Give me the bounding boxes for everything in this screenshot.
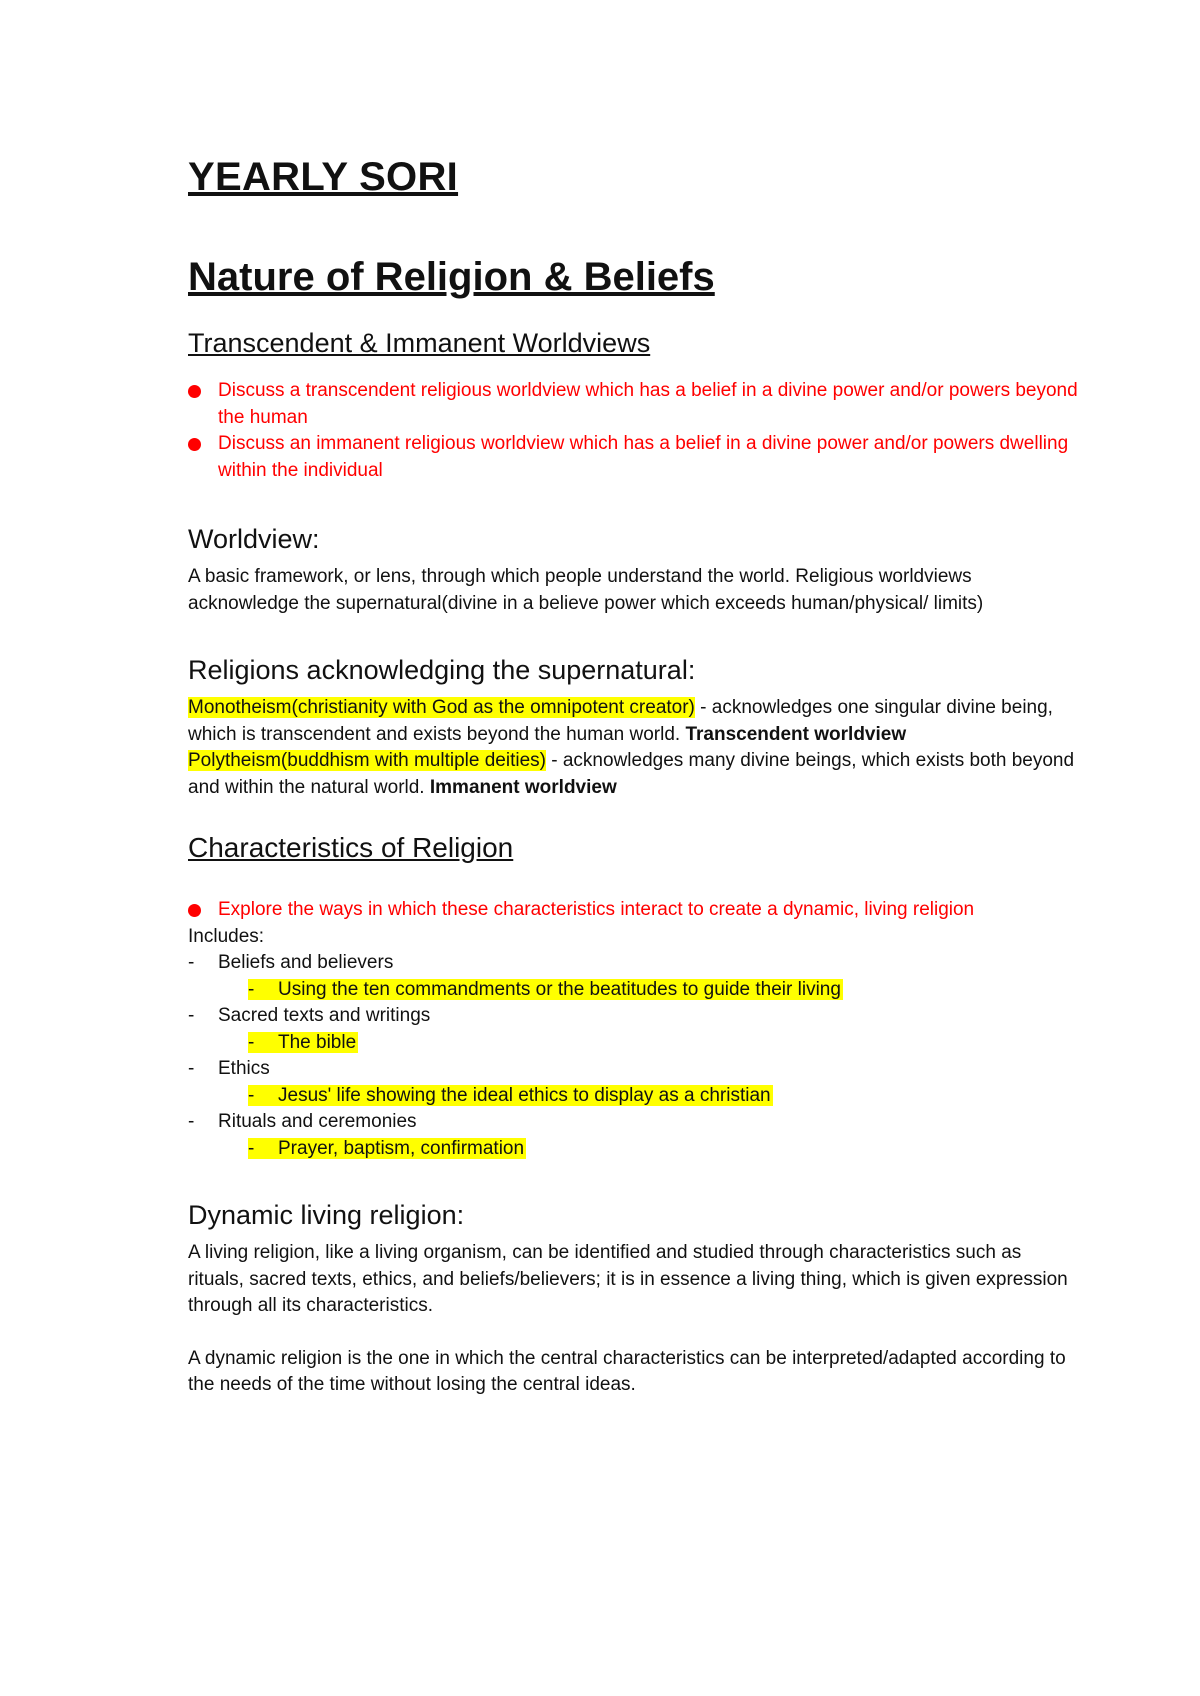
list-item [188,950,1078,977]
objective-item [188,378,1078,431]
dash-bullet: - [188,952,195,973]
characteristics-list [188,950,1078,1162]
monotheism-paragraph [188,695,1078,748]
objective-text: Discuss a transcendent religious worldview which has a belief in a divine power and/or powers beyond the human [218,380,1078,428]
objective-item [188,431,1078,484]
dynamic-paragraph-2: A dynamic religion is the one in which the central characteristics can be interpreted/adapted according to the needs of the time without losing the central ideas. [188,1347,1066,1395]
list-item [188,1003,1078,1030]
objectives-list [188,378,1078,484]
polytheism-text: - acknowledges many divine beings, which exists both beyond and within the natural world. [188,750,1075,798]
section-title-characteristics: Characteristics of Religion [188,832,514,863]
polytheism-highlight: Polytheism(buddhism with multiple deities) [188,750,546,771]
bullet-icon [188,385,201,398]
monotheism-text: - acknowledges one singular divine being, which is transcendent and exists beyond the human world. [188,697,1053,745]
polytheism-paragraph [188,748,1078,801]
section-title-nature-of-religion: Nature of Religion & Beliefs [188,255,715,299]
dash-bullet: - [248,1084,255,1106]
dynamic-paragraph-1: A living religion, like a living organism, can be identified and studied through characteristics such as rituals, sacred texts, ethics, and beliefs/believers; it is in essence a living thing, which is given expression through all its characteristics. [188,1242,1068,1316]
objective-item [188,897,1078,924]
dash-bullet: - [248,1031,255,1053]
subtitle-worldviews: Transcendent & Immanent Worldviews [188,328,651,358]
supernatural-heading: Religions acknowledging the supernatural: [188,655,696,685]
document-title: YEARLY SORI [188,155,459,199]
includes-label: Includes: [188,925,265,947]
sub-item-text: Jesus' life showing the ideal ethics to display as a christian [278,1084,771,1106]
bullet-icon [188,438,201,451]
sub-item-text: The bible [278,1031,357,1053]
dash-bullet: - [248,978,255,1000]
sub-list-item [248,1083,1078,1110]
sub-item-text: Using the ten commandments or the beatitudes to guide their living [278,978,841,1000]
dynamic-religion-heading: Dynamic living religion: [188,1200,465,1230]
worldview-definition: A basic framework, or lens, through which people understand the world. Religious worldviews acknowledge the supernatural(divine in a believe power which exceeds human/physical/ limits) [188,566,984,614]
document-content [188,150,1078,1399]
objective-text: Explore the ways in which these characteristics interact to create a dynamic, living religion [218,899,975,920]
list-item-label: Sacred texts and writings [218,1005,431,1026]
dash-bullet: - [248,1137,255,1159]
bullet-icon [188,904,201,917]
polytheism-worldview-label: Immanent worldview [429,776,617,798]
characteristics-objectives [188,897,1078,924]
monotheism-highlight: Monotheism(christianity with God as the omnipotent creator) [188,697,695,718]
list-item [188,1109,1078,1136]
dash-bullet: - [188,1111,195,1132]
list-item-label: Ethics [218,1058,270,1079]
dash-bullet: - [188,1058,195,1079]
list-item-label: Rituals and ceremonies [218,1111,417,1132]
sub-item-text: Prayer, baptism, confirmation [278,1137,525,1159]
list-item [188,1056,1078,1083]
objective-text: Discuss an immanent religious worldview which has a belief in a divine power and/or powers dwelling within the individual [218,433,1069,481]
sub-list-item [248,1136,1078,1163]
worldview-heading: Worldview: [188,524,320,554]
list-item-label: Beliefs and believers [218,952,394,973]
sub-list-item [248,1030,1078,1057]
sub-list-item [248,977,1078,1004]
monotheism-worldview-label: Transcendent worldview [685,723,907,745]
dash-bullet: - [188,1005,195,1026]
